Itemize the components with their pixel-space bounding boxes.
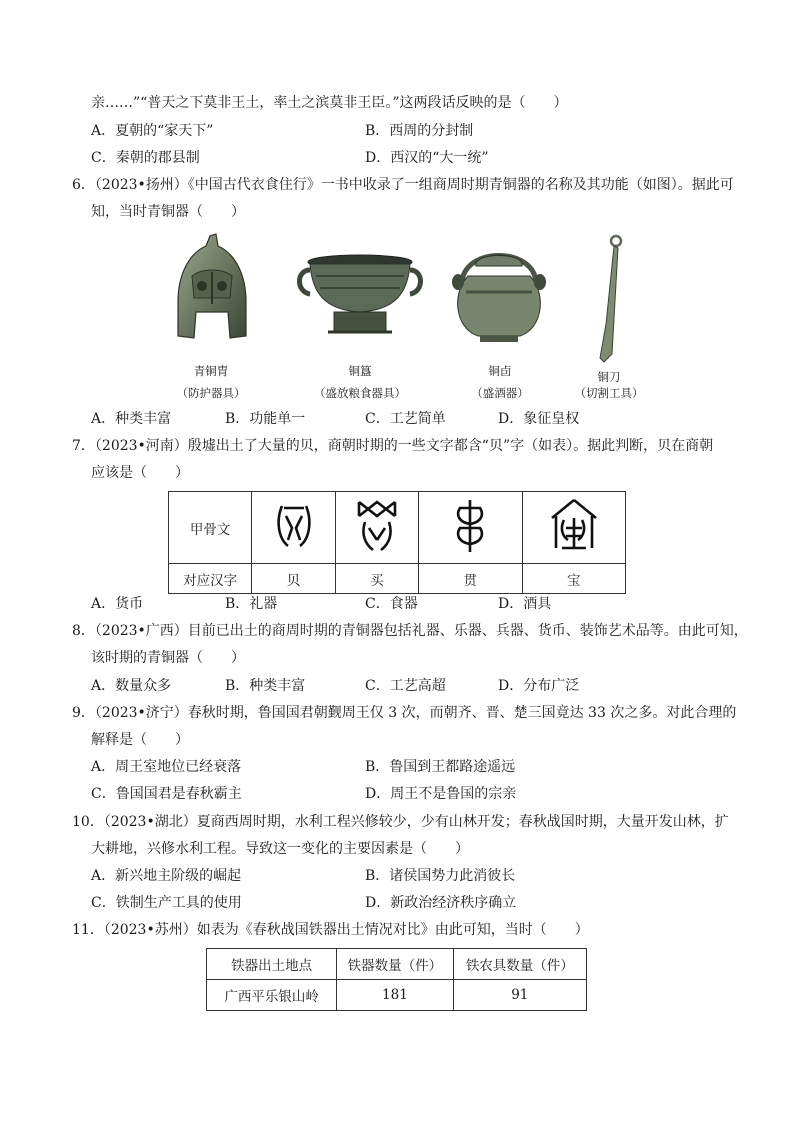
q9-option-c[interactable]: C．鲁国国君是春秋霸主 (91, 786, 242, 802)
q5-option-a[interactable]: A．夏朝的“家天下” (91, 123, 214, 139)
oracle-bone-table (168, 491, 626, 594)
oracle-glyph-bao (522, 492, 625, 564)
q10-option-c[interactable]: C．铁制生产工具的使用 (91, 895, 242, 911)
q6-stem-cont: 知，当时青铜器（ ） (91, 204, 245, 220)
q9-option-d[interactable]: D．周王不是鲁国的宗亲 (365, 786, 517, 802)
oracle-glyph-guan (419, 492, 522, 564)
helmet-caption-name: 青铜胄 (193, 364, 229, 378)
q8-option-b[interactable]: B．种类丰富 (225, 678, 306, 694)
q8-stem: 8．（2023•广西）目前已出土的商周时期的青铜器包括礼器、乐器、兵器、货币、装饰艺术品等。由此可知， (72, 623, 748, 639)
q8-stem-cont: 该时期的青铜器（ ） (91, 650, 245, 666)
q8-option-a[interactable]: A．数量众多 (91, 678, 172, 694)
q10-stem-cont: 大耕地，兴修水利工程。导致这一变化的主要因素是（ ） (91, 841, 469, 857)
oracle-row2-header: 对应汉字 (169, 564, 252, 594)
char-mai: 买 (335, 564, 418, 594)
q10-stem: 10．（2023•湖北）夏商西周时期，水利工程兴修较少，少有山林开发；春秋战国时期，大量开发山林，扩 (72, 814, 729, 830)
char-bao: 宝 (522, 564, 625, 594)
q6-option-d[interactable]: D．象征皇权 (498, 411, 580, 427)
iron-table-tools: 91 (453, 980, 586, 1011)
iron-table-header-count: 铁器数量（件） (337, 949, 453, 980)
bronze-helmet-image (172, 232, 252, 344)
oracle-glyph-bei (252, 492, 335, 564)
helmet-caption-function: （防护器具） (176, 386, 246, 400)
q9-option-a[interactable]: A．周王室地位已经衰落 (91, 759, 242, 775)
iron-table-header-location: 铁器出土地点 (207, 949, 337, 980)
q10-option-d[interactable]: D．新政治经济秩序确立 (365, 895, 517, 911)
gui-caption-name: 铜簋 (348, 364, 372, 378)
gui-caption-function: （盛放粮食器具） (314, 386, 406, 400)
q5-option-c[interactable]: C．秦朝的郡县制 (91, 150, 200, 166)
q7-option-a[interactable]: A．货币 (91, 596, 144, 612)
q7-option-c[interactable]: C．食器 (365, 596, 418, 612)
q9-option-b[interactable]: B．鲁国到王都路途遥远 (365, 759, 516, 775)
knife-caption-function: （切割工具） (574, 386, 644, 400)
iron-table-count: 181 (337, 980, 453, 1011)
q5-option-d[interactable]: D．西汉的“大一统” (365, 150, 489, 166)
iron-table-location: 广西平乐银山岭 (207, 980, 337, 1011)
q8-option-d[interactable]: D．分布广泛 (498, 678, 580, 694)
oracle-row-header: 甲骨文 (169, 492, 252, 564)
q6-stem: 6．（2023•扬州）《中国古代衣食住行》一书中收录了一组商周时期青铜器的名称及其功能（如图）。据此可 (72, 177, 734, 193)
q6-option-c[interactable]: C．工艺简单 (365, 411, 446, 427)
iron-table-header-tools: 铁农具数量（件） (453, 949, 586, 980)
bronze-knife-image (592, 234, 626, 364)
q7-option-b[interactable]: B．礼器 (225, 596, 278, 612)
oracle-glyph-mai (335, 492, 418, 564)
knife-caption-name: 铜刀 (597, 370, 621, 384)
q9-stem-cont: 解释是（ ） (91, 732, 189, 748)
bronze-gui-image (294, 252, 426, 338)
q10-option-a[interactable]: A．新兴地主阶级的崛起 (91, 868, 242, 884)
q7-option-d[interactable]: D．酒具 (498, 596, 552, 612)
q11-stem: 11．（2023•苏州）如表为《春秋战国铁器出土情况对比》由此可知，当时（ ） (72, 922, 589, 938)
iron-artifact-table (206, 948, 587, 1011)
q5-option-b[interactable]: B．西周的分封制 (365, 123, 474, 139)
char-bei: 贝 (252, 564, 335, 594)
q6-option-b[interactable]: B．功能单一 (225, 411, 306, 427)
you-caption-function: （盛酒器） (471, 386, 529, 400)
q5-stem-tail: 亲……”“普天之下莫非王土，率土之滨莫非王臣。”这两段话反映的是（ ） (91, 95, 568, 111)
bronze-you-image (442, 232, 556, 346)
q10-option-b[interactable]: B．诸侯国势力此消彼长 (365, 868, 516, 884)
q8-option-c[interactable]: C．工艺高超 (365, 678, 446, 694)
q7-stem-cont: 应该是（ ） (91, 465, 189, 481)
q9-stem: 9．（2023•济宁）春秋时期，鲁国国君朝觐周王仅 3 次，而朝齐、晋、楚三国竟达 33 次之多。对此合理的 (72, 705, 737, 721)
char-guan: 贯 (419, 564, 522, 594)
q6-option-a[interactable]: A．种类丰富 (91, 411, 172, 427)
you-caption-name: 铜卣 (488, 364, 512, 378)
q7-stem: 7．（2023•河南）殷墟出土了大量的贝，商朝时期的一些文字都含“贝”字（如表）。据此判断，贝在商朝 (72, 438, 714, 454)
